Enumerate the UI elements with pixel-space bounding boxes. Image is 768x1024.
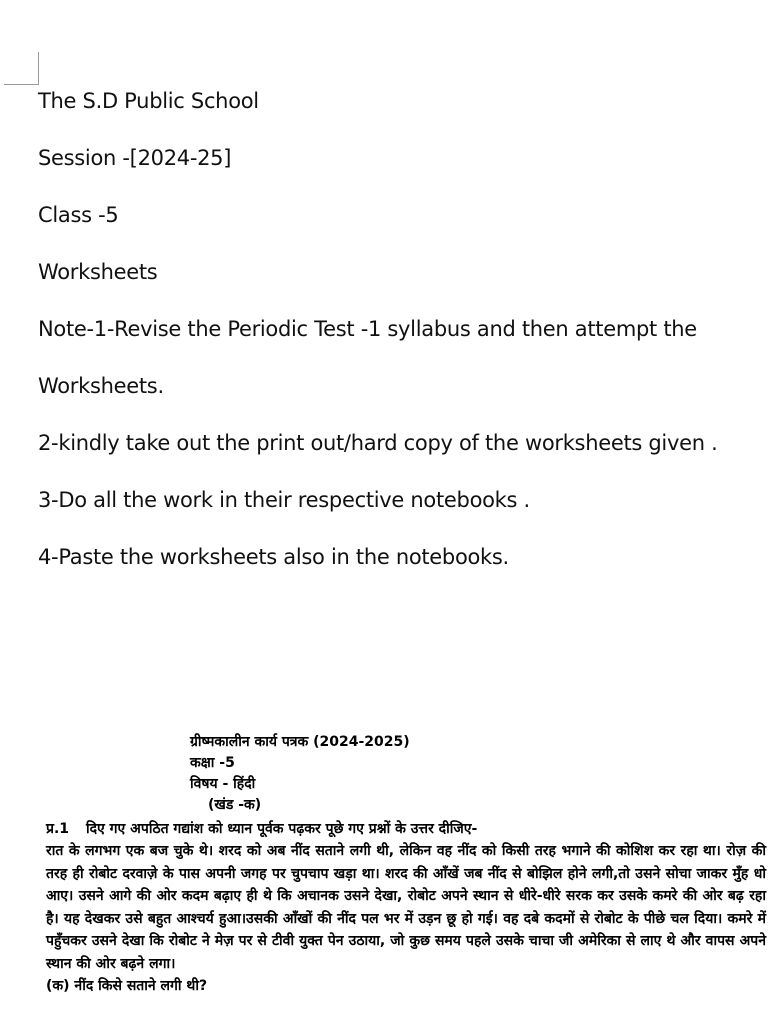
worksheet-section: [190, 795, 766, 816]
note-3: 3-Do all the work in their respective notebooks .: [38, 488, 530, 512]
worksheet-title: ग्रीष्मकालीन कार्य पत्रक (2024-2025): [190, 734, 410, 750]
worksheet-image: [46, 732, 766, 997]
class-line: Class -5: [38, 203, 119, 227]
passage-text: रात के लगभग एक बज चुके थे। शरद को अब नींद सताने लगी थी, लेकिन वह नींद को किसी तरह भगाने की कोशिश कर रहा था। रोज़ की तरह ही रोबोट दरवाज़े के पास अपनी जगह पर चुपचाप खड़ा था। शरद की आँखें जब नींद से बोझिल होने लगी,तो उसने सोचा जाकर मुँह धो आए। उसने आगे की ओर कदम बढ़ाए ही थे कि अचानक उसने देखा, रोबोट अपने स्थान से धीरे-धीरे सरक कर उसके कमरे की ओर बढ़ रहा है। यह देखकर उसे बहुत आश्चर्य हुआ।उसकी आँखों की नींद पल भर में उड़न छू हो गई। वह दबे कदमों से रोबोट के पीछे चल दिया। कमरे में पहुँचकर उसने देखा कि रोबोट ने मेज़ पर से टीवी युक्त पेन उठाया, जो कुछ समय पहले उसके चाचा जी अमेरिका से लाए थे और वापस अपने स्थान की ओर बढ़ने लगा।: [46, 843, 766, 972]
notice-section: [38, 80, 758, 593]
note-4: 4-Paste the worksheets also in the notebooks.: [38, 545, 509, 569]
question-text: दिए गए अपठित गद्यांश को ध्यान पूर्वक पढ़कर पूछे गए प्रश्नों के उत्तर दीजिए-: [86, 821, 478, 837]
page-corner-mark: [4, 52, 39, 85]
note-2: 2-kindly take out the print out/hard copy of the worksheets given .: [38, 431, 718, 455]
worksheets-heading: Worksheets: [38, 260, 158, 284]
note-1-line-a: Note-1-Revise the Periodic Test -1 syllabus and then attempt the: [38, 317, 697, 341]
worksheet-class: कक्षा -5: [190, 755, 235, 771]
question-number: प्र.1: [46, 821, 70, 837]
question-1: [46, 818, 766, 840]
section-label: (खंड -क): [208, 797, 262, 813]
sub-question-1: (क) नींद किसे सताने लगी थी?: [46, 978, 208, 994]
worksheet-subject: विषय - हिंदी: [190, 776, 256, 792]
note-1-line-b: Worksheets.: [38, 374, 164, 398]
school-name: The S.D Public School: [38, 89, 259, 113]
session-line: Session -[2024-25]: [38, 146, 232, 170]
